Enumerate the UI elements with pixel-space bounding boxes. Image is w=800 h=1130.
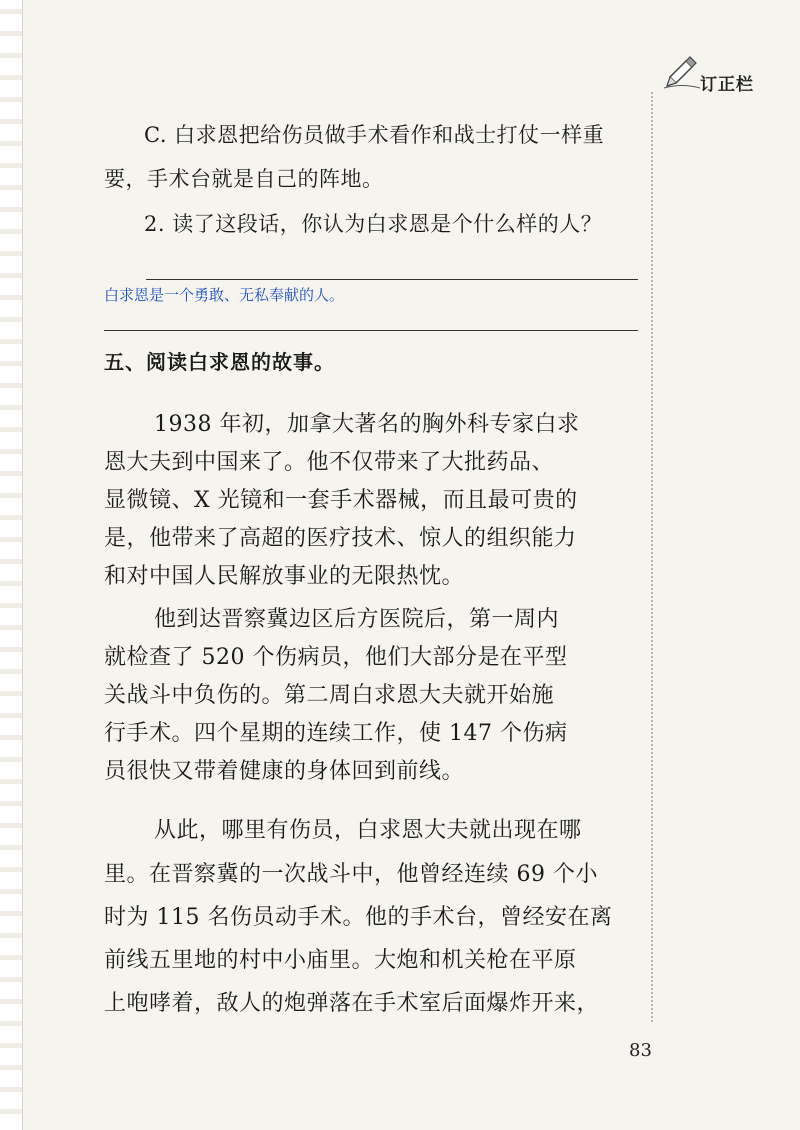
story-line: 和对中国人民解放事业的无限热忱。: [104, 564, 465, 589]
correction-column-label: 订正栏: [700, 75, 754, 95]
story-line: 员很快又带着健康的身体回到前线。: [104, 759, 465, 784]
story-line: 就检查了 520 个伤病员，他们大部分是在平型: [104, 645, 568, 670]
story-line: 他到达晋察冀边区后方医院后，第一周内: [154, 607, 560, 632]
story-line: 前线五里地的村中小庙里。大炮和机关枪在平原: [104, 948, 577, 973]
torn-edge: [0, 0, 23, 1130]
section-heading: 五、阅读白求恩的故事。: [104, 350, 335, 374]
answer-line-2: [104, 330, 638, 331]
handwritten-answer: 白求恩是一个勇敢、无私奉献的人。: [104, 286, 345, 304]
story-line: 上咆哮着，敌人的炮弹落在手术室后面爆炸开来，: [104, 991, 600, 1016]
story-line: 里。在晋察冀的一次战斗中，他曾经连续 69 个小: [104, 862, 598, 887]
story-line: 恩大夫到中国来了。他不仅带来了大批药品、: [104, 450, 555, 475]
story-line: 是，他带来了高超的医疗技术、惊人的组织能力: [104, 526, 577, 551]
answer-line-1: [146, 279, 638, 280]
story-line: 时为 115 名伤员动手术。他的手术台，曾经安在离: [104, 905, 613, 930]
option-c-line-1: C. 白求恩把给伤员做手术看作和战士打仗一样重: [144, 123, 605, 147]
page-number: 83: [629, 1040, 652, 1061]
story-line: 行手术。四个星期的连续工作，使 147 个伤病: [104, 721, 568, 746]
story-line: 显微镜、X 光镜和一套手术器械，而且最可贵的: [104, 488, 578, 513]
story-line: 1938 年初，加拿大著名的胸外科专家白求: [154, 412, 580, 437]
pencil-icon: [664, 55, 700, 89]
option-c-line-2: 要，手术台就是自己的阵地。: [104, 167, 384, 191]
correction-column-divider: [651, 92, 653, 1022]
story-line: 从此，哪里有伤员，白求恩大夫就出现在哪: [154, 818, 582, 843]
story-line: 关战斗中负伤的。第二周白求恩大夫就开始施: [104, 683, 555, 708]
question-2: 2. 读了这段话，你认为白求恩是个什么样的人？: [144, 212, 603, 236]
